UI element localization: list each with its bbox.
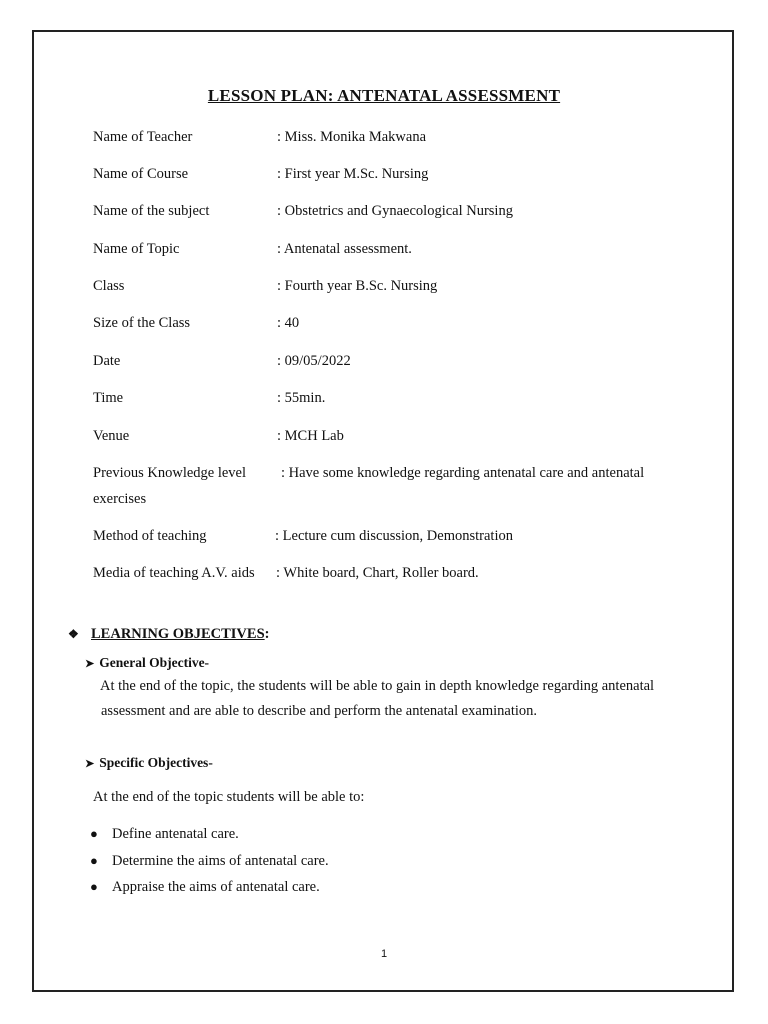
field-value-class-size: : 40 [277, 315, 300, 331]
field-label-course: Name of Course [93, 166, 189, 182]
field-value-subject: : Obstetrics and Gynaecological Nursing [277, 203, 513, 219]
field-value-topic: : Antenatal assessment. [277, 241, 412, 257]
field-value-time: : 55min. [277, 390, 326, 406]
list-item [90, 853, 329, 870]
learning-objectives-heading [68, 626, 269, 643]
arrow-bullet-icon: ➤ [85, 658, 95, 670]
page-number: 1 [380, 948, 388, 960]
document-title: LESSON PLAN: ANTENATAL ASSESSMENT [207, 86, 561, 105]
field-value-method: : Lecture cum discussion, Demonstration [275, 528, 513, 544]
field-value-previous-knowledge: : Have some knowledge regarding antenatal care and antenatal [281, 465, 645, 481]
field-label-time: Time [93, 390, 124, 406]
field-label-teacher: Name of Teacher [93, 129, 193, 145]
field-value-media: : White board, Chart, Roller board. [276, 565, 479, 581]
field-value-venue: : MCH Lab [277, 428, 344, 444]
specific-objectives-heading [85, 755, 213, 771]
field-label-class-size: Size of the Class [93, 315, 191, 331]
general-objective-heading [85, 655, 209, 671]
field-label-date: Date [93, 353, 121, 369]
general-objective-line-1: At the end of the topic, the students will be able to gain in depth knowledge regarding antenatal [100, 678, 655, 694]
list-item-text: Determine the aims of antenatal care. [112, 853, 329, 869]
specific-objectives-intro: At the end of the topic students will be able to: [93, 789, 365, 805]
field-label-subject: Name of the subject [93, 203, 210, 219]
field-label-previous-knowledge: Previous Knowledge level [93, 465, 247, 481]
bullet-dot-icon: ● [90, 879, 98, 894]
learning-objectives-colon: : [264, 626, 270, 642]
list-item-text: Appraise the aims of antenatal care. [112, 879, 320, 895]
field-value-previous-knowledge-continuation: exercises [93, 491, 147, 507]
field-value-date: : 09/05/2022 [277, 353, 351, 369]
field-label-venue: Venue [93, 428, 130, 444]
bullet-dot-icon: ● [90, 853, 98, 868]
field-label-method: Method of teaching [93, 528, 207, 544]
field-value-course: : First year M.Sc. Nursing [277, 166, 429, 182]
arrow-bullet-icon: ➤ [85, 758, 95, 770]
general-objective-label: General Objective- [99, 655, 210, 670]
diamond-bullet-icon: ❖ [68, 627, 79, 641]
list-item-text: Define antenatal care. [112, 826, 239, 842]
field-label-topic: Name of Topic [93, 241, 180, 257]
learning-objectives-label: LEARNING OBJECTIVES [91, 626, 265, 642]
field-label-class: Class [93, 278, 125, 294]
general-objective-line-2: assessment and are able to describe and perform the antenatal examination. [101, 703, 538, 719]
list-item [90, 879, 320, 896]
bullet-dot-icon: ● [90, 826, 98, 841]
field-label-media: Media of teaching A.V. aids [93, 565, 255, 581]
list-item [90, 826, 239, 843]
specific-objectives-label: Specific Objectives- [99, 755, 213, 770]
field-value-class: : Fourth year B.Sc. Nursing [277, 278, 438, 294]
field-value-teacher: : Miss. Monika Makwana [277, 129, 427, 145]
